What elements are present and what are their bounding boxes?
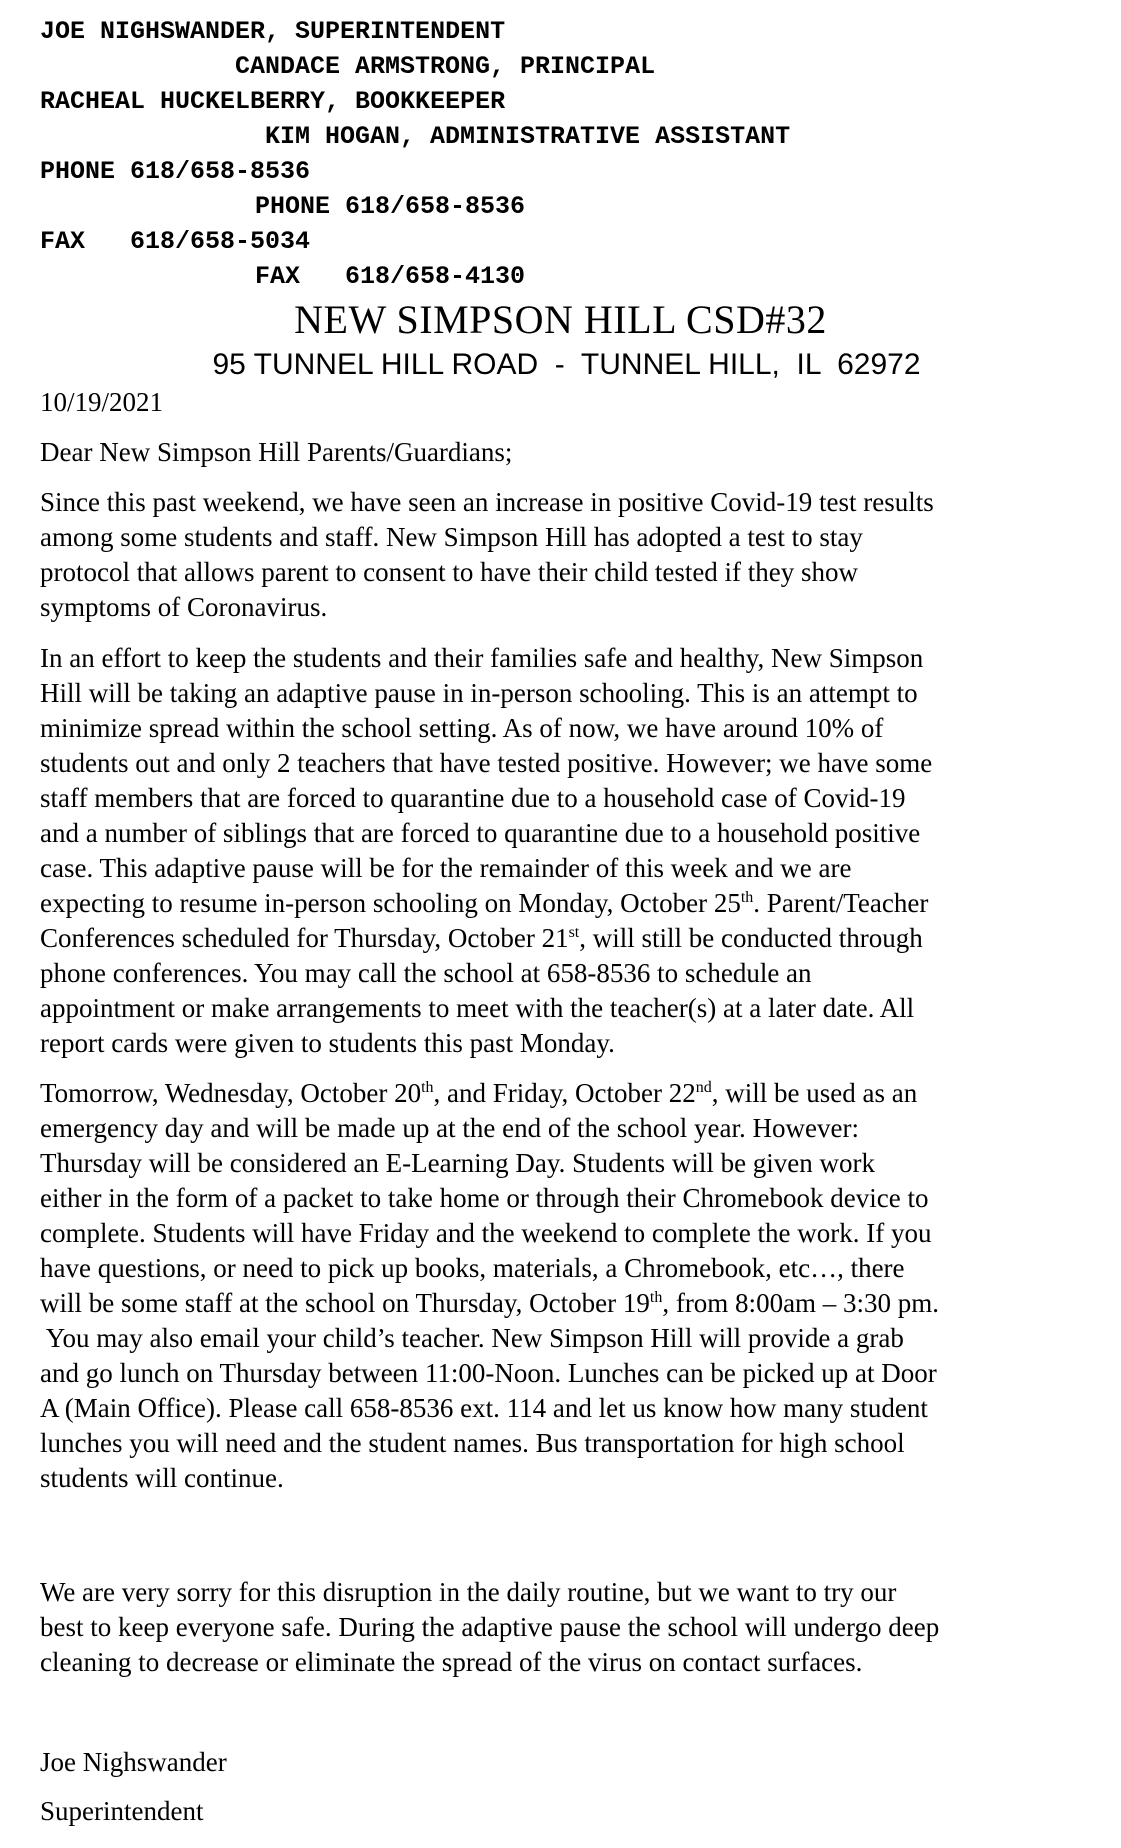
p2-line: Hill will be taking an adaptive pause in in-person schooling. This is an attempt to (40, 678, 918, 708)
school-address: 95 TUNNEL HILL ROAD - TUNNEL HILL, IL 62972 (212, 348, 921, 381)
phone-primary: PHONE 618/658-8536 (40, 157, 311, 186)
p1-line: Since this past weekend, we have seen an increase in positive Covid-19 test results (40, 487, 934, 517)
p3-line: A (Main Office). Please call 658-8536 ext. 114 and let us know how many student (40, 1393, 928, 1423)
p3-line (40, 1286, 1102, 1321)
p3-line: Thursday will be considered an E-Learning Day. Students will be given work (40, 1148, 876, 1178)
ordinal-suffix: th (740, 889, 754, 906)
p3-line: You may also email your child’s teacher. New Simpson Hill will provide a grab (40, 1323, 904, 1353)
p3-line-text: , from 8:00am – 3:30 pm. (662, 1288, 940, 1318)
p2-line: phone conferences. You may call the school at 658-8536 to schedule an (40, 958, 812, 988)
p3-line: have questions, or need to pick up books, materials, a Chromebook, etc…, there (40, 1253, 905, 1283)
fax-primary: FAX 618/658-5034 (40, 227, 311, 256)
p3-line: either in the form of a packet to take home or through their Chromebook device to (40, 1183, 929, 1213)
p4-line: We are very sorry for this disruption in the daily routine, but we want to try our (40, 1577, 897, 1607)
staff-bookkeeper: RACHEAL HUCKELBERRY, BOOKKEEPER (40, 87, 506, 116)
letter-date: 10/19/2021 (40, 387, 164, 417)
p3-line-text: , and Friday, October 22 (433, 1078, 696, 1108)
p4-line: cleaning to decrease or eliminate the spread of the virus on contact surfaces. (40, 1647, 863, 1677)
ordinal-suffix: th (649, 1289, 663, 1306)
p1-line: protocol that allows parent to consent to have their child tested if they show (40, 557, 859, 587)
staff-admin-assistant: KIM HOGAN, ADMINISTRATIVE ASSISTANT (265, 122, 791, 151)
p2-line-text: , will still be conducted through (579, 923, 923, 953)
p3-line-text: will be some staff at the school on Thursday, October 19 (40, 1288, 650, 1318)
p2-line: appointment or make arrangements to meet with the teacher(s) at a later date. All (40, 993, 915, 1023)
p3-line: students will continue. (40, 1463, 284, 1493)
school-name: NEW SIMPSON HILL CSD#32 (294, 297, 827, 342)
ordinal-suffix: st (568, 924, 580, 941)
p3-line-text: Tomorrow, Wednesday, October 20 (40, 1078, 422, 1108)
p2-line: and a number of siblings that are forced to quarantine due to a household positive (40, 818, 921, 848)
signature-name: Joe Nighswander (40, 1747, 227, 1777)
p2-line (40, 921, 1102, 956)
signature-title: Superintendent (40, 1796, 204, 1826)
p2-line: report cards were given to students this past Monday. (40, 1028, 615, 1058)
phone-secondary: PHONE 618/658-8536 (255, 192, 526, 221)
salutation: Dear New Simpson Hill Parents/Guardians; (40, 437, 513, 467)
p1-line: symptoms of Coronavirus. (40, 592, 328, 622)
p2-line (40, 886, 1102, 921)
staff-principal: CANDACE ARMSTRONG, PRINCIPAL (235, 52, 656, 81)
staff-superintendent: JOE NIGHSWANDER, SUPERINTENDENT (40, 17, 506, 46)
p2-line-text: . Parent/Teacher (753, 888, 929, 918)
p3-line: emergency day and will be made up at the end of the school year. However: (40, 1113, 859, 1143)
p2-line: minimize spread within the school setting. As of now, we have around 10% of (40, 713, 884, 743)
paragraph-3 (40, 1076, 1102, 1496)
p2-line: students out and only 2 teachers that have tested positive. However; we have some (40, 748, 933, 778)
p2-line: staff members that are forced to quarantine due to a household case of Covid-19 (40, 783, 906, 813)
p3-line: lunches you will need and the student names. Bus transportation for high school (40, 1428, 905, 1458)
p3-line: complete. Students will have Friday and the weekend to complete the work. If you (40, 1218, 932, 1248)
p2-line: case. This adaptive pause will be for the remainder of this week and we are (40, 853, 852, 883)
p4-line: best to keep everyone safe. During the adaptive pause the school will undergo deep (40, 1612, 940, 1642)
paragraph-2 (40, 641, 1102, 1061)
paragraph-4 (40, 1575, 1102, 1680)
p1-line: among some students and staff. New Simpson Hill has adopted a test to stay (40, 522, 863, 552)
p3-line-text: , will be used as an (711, 1078, 918, 1108)
p2-line-text: Conferences scheduled for Thursday, October 21 (40, 923, 569, 953)
fax-secondary: FAX 618/658-4130 (255, 262, 526, 291)
p3-line: and go lunch on Thursday between 11:00-Noon. Lunches can be picked up at Door (40, 1358, 937, 1388)
paragraph-1 (40, 485, 1102, 625)
p2-line: In an effort to keep the students and their families safe and healthy, New Simpson (40, 643, 924, 673)
ordinal-suffix: nd (695, 1079, 712, 1096)
ordinal-suffix: th (421, 1079, 434, 1096)
p2-line-text: expecting to resume in-person schooling on Monday, October 25 (40, 888, 741, 918)
p3-line (40, 1076, 1102, 1111)
